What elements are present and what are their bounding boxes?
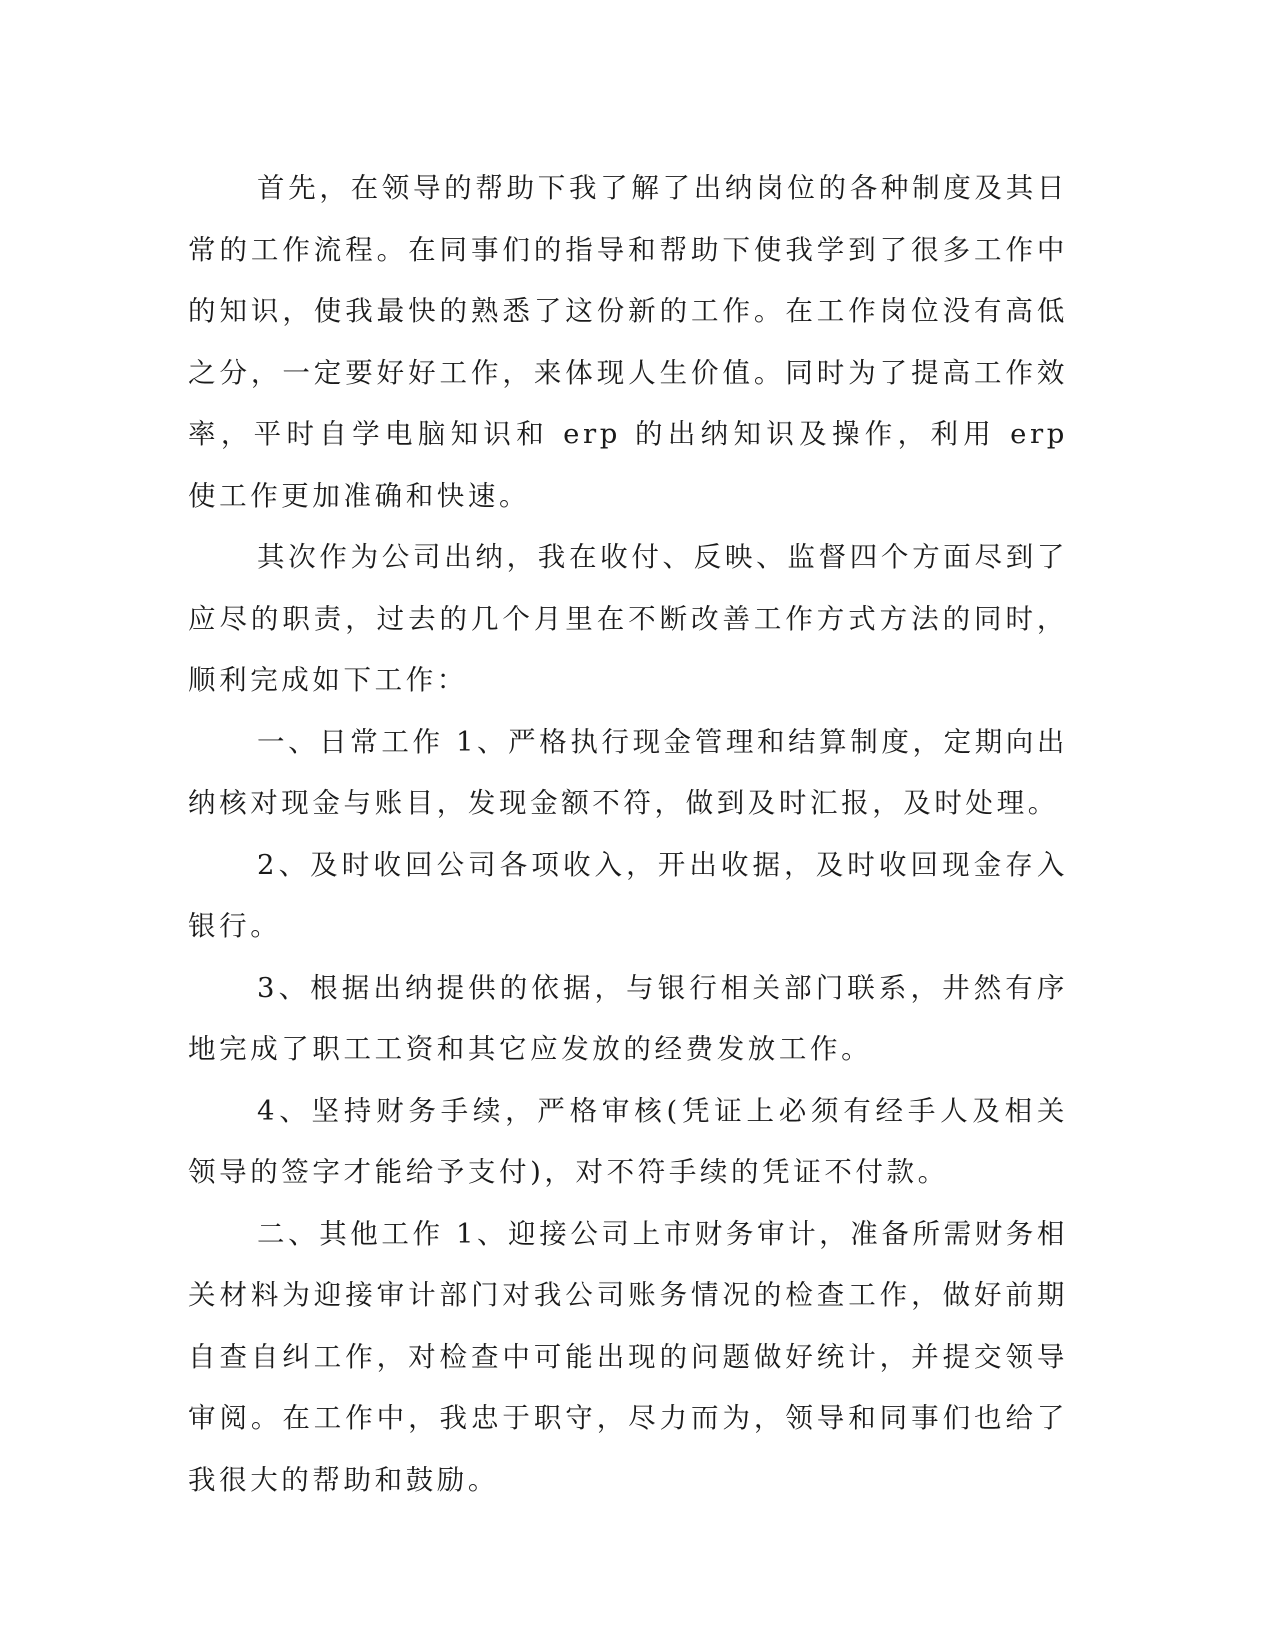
- paragraph-other-work: 二、其他工作 1、迎接公司上市财务审计，准备所需财务相关材料为迎接审计部门对我公司账务情况的检查工作，做好前期自查自纠工作，对检查中可能出现的问题做好统计，并提交领导审阅。在工作中，我忠于职守，尽力而为，领导和同事们也给了我很大的帮助和鼓励。: [188, 1217, 1068, 1496]
- paragraph-daily-work-2: 2、及时收回公司各项收入，开出收据，及时收回现金存入银行。: [188, 848, 1068, 942]
- paragraph-daily-work-3: 3、根据出纳提供的依据，与银行相关部门联系，井然有序地完成了职工工资和其它应发放的经费发放工作。: [188, 971, 1068, 1065]
- paragraph-daily-work-4: 4、坚持财务手续，严格审核(凭证上必须有经手人及相关领导的签字才能给予支付)，对不符手续的凭证不付款。: [188, 1094, 1068, 1188]
- paragraph-daily-work-1: 一、日常工作 1、严格执行现金管理和结算制度，定期向出纳核对现金与账目，发现金额不符，做到及时汇报，及时处理。: [188, 725, 1068, 819]
- paragraph-intro: 首先，在领导的帮助下我了解了出纳岗位的各种制度及其日常的工作流程。在同事们的指导和帮助下使我学到了很多工作中的知识，使我最快的熟悉了这份新的工作。在工作岗位没有高低之分，一定要好好工作，来体现人生价值。同时为了提高工作效率，平时自学电脑知识和 erp 的出纳知识及操作，利用 erp 使工作更加准确和快速。: [188, 172, 1068, 512]
- document-body: [188, 158, 1068, 1511]
- paragraph-duties: 其次作为公司出纳，我在收付、反映、监督四个方面尽到了应尽的职责，过去的几个月里在不断改善工作方式方法的同时，顺利完成如下工作：: [188, 541, 1068, 696]
